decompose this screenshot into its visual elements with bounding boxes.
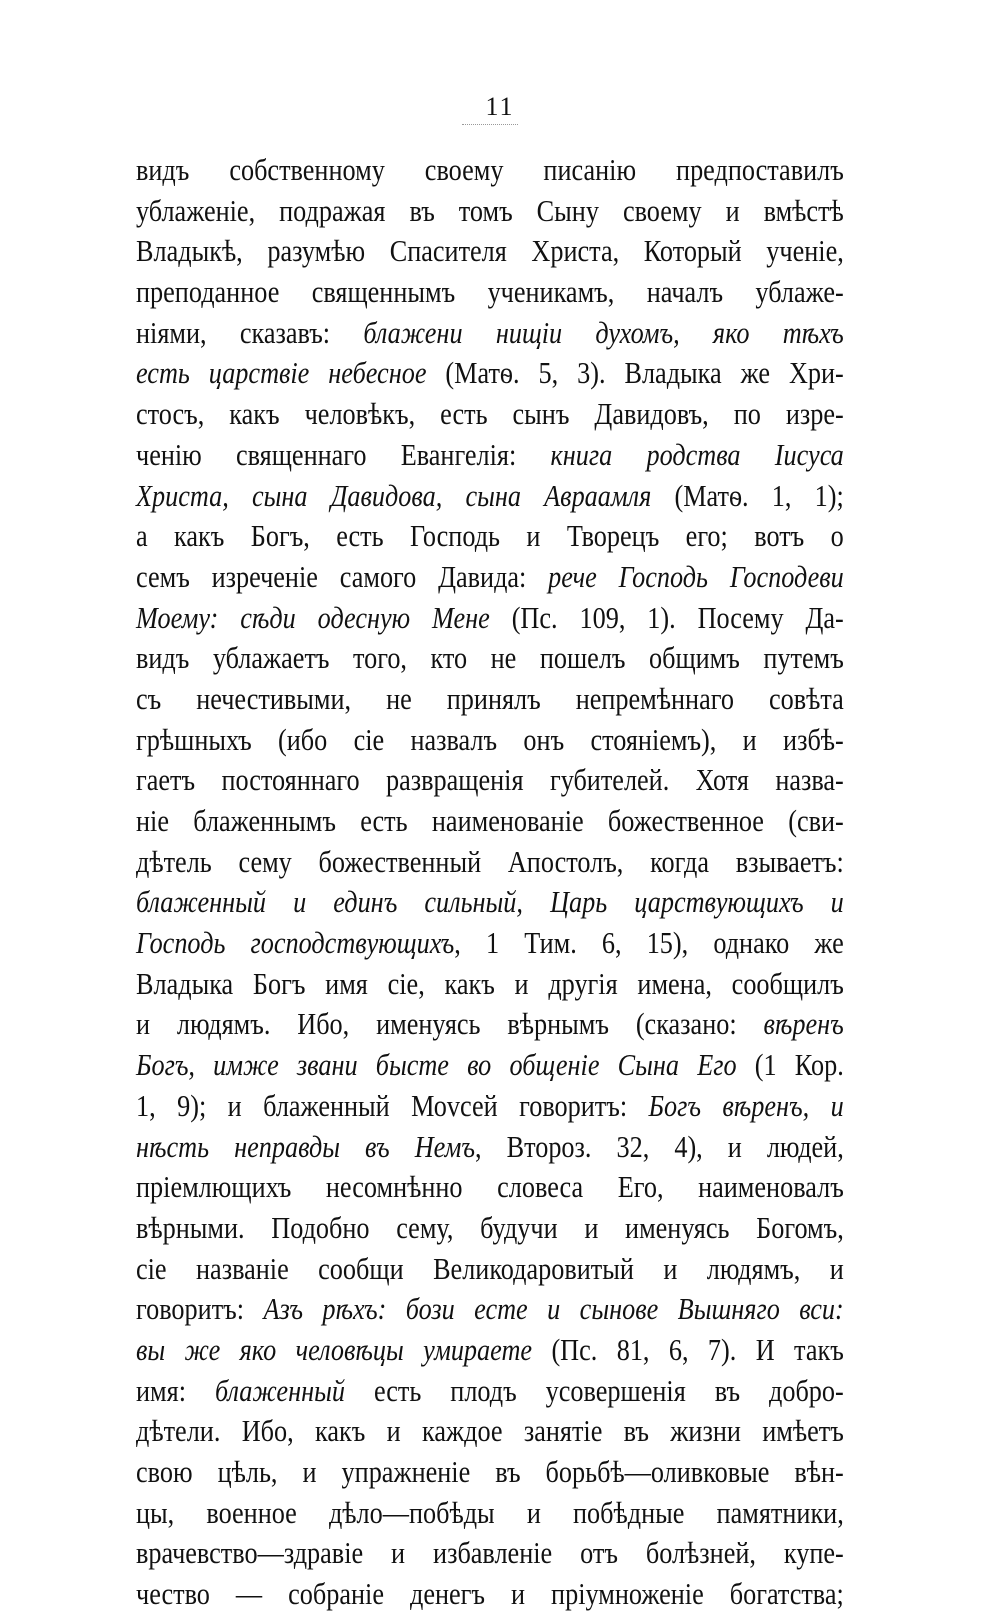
text-line <box>136 1249 844 1290</box>
text-segment: , Второз. 32, 4), и людей, <box>475 1129 844 1164</box>
text-segment: (Пс. 81, 6, 7). И такъ <box>532 1332 844 1367</box>
text-segment: ніе блаженнымъ есть наименованіе божественное (сви- <box>136 804 844 838</box>
italic-quotation: Азъ рѣхъ: бози есте и сынове Вышняго вси: <box>263 1292 844 1327</box>
text-segment: Владыкѣ, разумѣю Спасителя Христа, Который ученіе, <box>136 234 844 269</box>
text-segment: есть плодъ усовершенія въ добро- <box>344 1373 844 1408</box>
text-segment: (Пс. 109, 1). Посему Да- <box>489 600 844 635</box>
text-segment: сіе названіе сообщи Великодаровитый и людямъ, и <box>136 1251 844 1286</box>
italic-quotation: Господь господствующихъ <box>136 926 455 961</box>
text-line <box>136 191 844 232</box>
text-segment: ченію священнаго Евангелія: <box>136 437 551 472</box>
text-segment: пріемлющихъ несомнѣнно словеса Его, наименовалъ <box>136 1170 844 1205</box>
text-line <box>136 516 844 557</box>
text-segment: дѣтели. Ибо, какъ и каждое занятіе въ жизни имѣетъ <box>136 1414 844 1449</box>
italic-quotation: блажени нищіи духомъ, яко тѣхъ <box>363 315 844 350</box>
text-line <box>136 353 844 394</box>
text-segment: (Матѳ. 1, 1); <box>651 478 844 513</box>
text-segment: вѣрными. Подобно сему, будучи и именуясь Богомъ, <box>136 1210 844 1245</box>
text-segment: и людямъ. Ибо, именуясь вѣрнымъ (сказано: <box>136 1007 764 1042</box>
text-segment: 1, 9); и блаженный Моvсей говоритъ: <box>136 1088 649 1123</box>
text-line <box>136 1289 844 1330</box>
text-segment: , 1 Тим. 6, 15), однако же <box>454 926 844 961</box>
text-line <box>136 720 844 761</box>
text-segment: чество — собраніе денегъ и пріумноженіе богатства; <box>136 1577 844 1612</box>
text-segment: видъ собственному своему писанію предпоставилъ <box>136 153 844 187</box>
text-line <box>136 1004 844 1045</box>
header-dotted-rule <box>462 124 518 125</box>
italic-quotation: Моему: сѣди одесную Мене <box>136 600 490 635</box>
text-line <box>136 842 844 883</box>
text-segment: (Матѳ. 5, 3). Владыка же Хри- <box>426 356 844 391</box>
text-line <box>136 1330 844 1371</box>
text-segment: семъ изреченіе самого Давида: <box>136 559 549 594</box>
text-line <box>136 801 844 842</box>
text-line <box>136 1574 844 1615</box>
text-segment: (1 Кор. <box>736 1048 844 1083</box>
text-line <box>136 476 844 517</box>
text-segment: врачевство—здравіе и избавленіе отъ болѣзней, купе- <box>136 1536 844 1571</box>
italic-quotation: вы же яко человѣцы умираете <box>136 1332 533 1367</box>
text-segment: грѣшныхъ (ибо сіе назвалъ онъ стояніемъ), и избѣ- <box>136 722 844 757</box>
text-line <box>136 272 844 313</box>
text-line <box>136 598 844 639</box>
italic-quotation: рече Господь Господеви <box>548 559 844 594</box>
text-line <box>136 638 844 679</box>
text-line <box>136 394 844 435</box>
italic-quotation: блаженный и единъ сильный, Царь царствующихъ и <box>136 885 844 920</box>
text-line <box>136 679 844 720</box>
text-segment: имя: <box>136 1373 215 1408</box>
text-line <box>136 1167 844 1208</box>
text-segment: ніями, сказавъ: <box>136 315 364 350</box>
text-line <box>136 1411 844 1452</box>
text-line <box>136 1086 844 1127</box>
text-line <box>136 760 844 801</box>
text-segment: стосъ, какъ человѣкъ, есть сынъ Давидовъ, по изре- <box>136 397 844 432</box>
text-segment: свою цѣль, и упражненіе въ борьбѣ—оливковые вѣн- <box>136 1455 844 1489</box>
text-line <box>136 435 844 476</box>
italic-quotation: блаженный <box>214 1373 345 1408</box>
italic-quotation: есть царствіе небесное <box>136 356 427 391</box>
text-line <box>136 882 844 923</box>
text-segment: гаетъ постояннаго развращенія губителей. Хотя назва- <box>136 763 844 798</box>
text-line <box>136 1452 844 1493</box>
text-line <box>136 1533 844 1574</box>
italic-quotation: вѣренъ <box>763 1007 844 1042</box>
text-line <box>136 150 844 191</box>
text-line <box>136 1208 844 1249</box>
text-segment: дѣтель сему божественный Апостолъ, когда взываетъ: <box>136 844 844 879</box>
text-line <box>136 313 844 354</box>
italic-quotation: нѣсть неправды въ Немъ <box>136 1129 476 1164</box>
page-number: 11 <box>485 92 515 121</box>
italic-quotation: Христа, сына Давидова, сына Авраамля <box>136 478 652 513</box>
text-line <box>136 1045 844 1086</box>
body-text <box>136 150 844 1615</box>
text-segment: ублаженіе, подражая въ томъ Сыну своему и вмѣстѣ <box>136 193 844 228</box>
text-segment: Владыка Богъ имя сіе, какъ и другія имена, сообщилъ <box>136 966 844 1001</box>
text-segment: говоритъ: <box>136 1292 264 1327</box>
text-line <box>136 1493 844 1534</box>
text-line <box>136 1371 844 1412</box>
text-line <box>136 1127 844 1168</box>
text-segment: а какъ Богъ, есть Господь и Творецъ его; вотъ о <box>136 519 844 554</box>
italic-quotation: книга родства Іисуса <box>550 437 844 472</box>
text-segment: видъ ублажаетъ того, кто не пошелъ общимъ путемъ <box>136 641 844 676</box>
italic-quotation: Богъ вѣренъ, и <box>648 1088 844 1123</box>
text-line <box>136 557 844 598</box>
italic-quotation: Богъ, имже звани бысте во общеніе Сына Его <box>136 1048 737 1083</box>
text-segment: цы, военное дѣло—побѣды и побѣдные памятники, <box>136 1495 844 1530</box>
text-line <box>136 923 844 964</box>
text-line <box>136 231 844 272</box>
text-segment: съ нечестивыми, не принялъ непремѣннаго совѣта <box>136 681 844 716</box>
text-segment: преподанное священнымъ ученикамъ, началъ ублаже- <box>136 275 844 310</box>
text-line <box>136 964 844 1005</box>
